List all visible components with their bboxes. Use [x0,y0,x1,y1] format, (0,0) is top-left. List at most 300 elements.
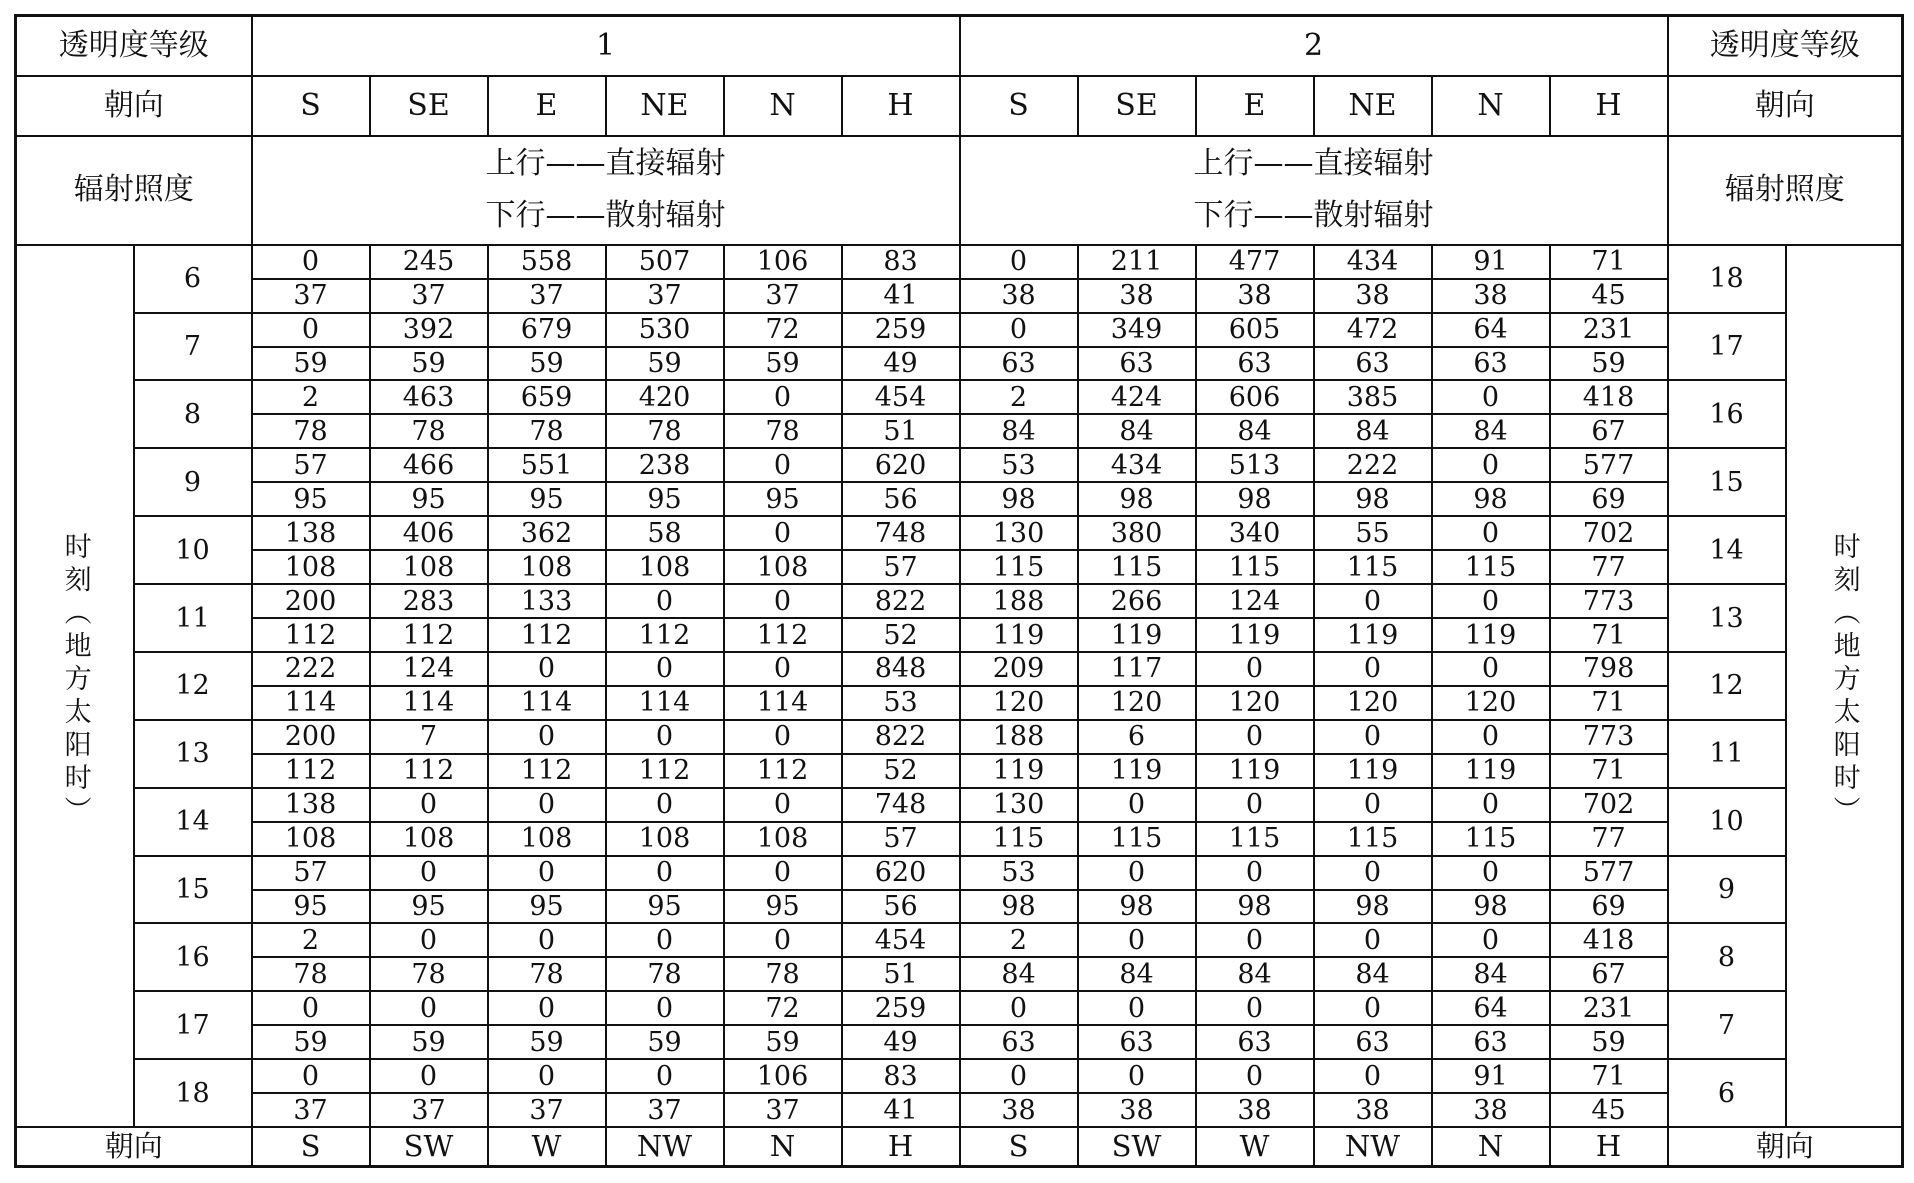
diffuse-value: 95 [252,482,370,516]
transparency-label-right: 透明度等级 [1668,16,1903,76]
diffuse-value: 63 [1432,347,1550,381]
diffuse-value: 119 [1078,754,1196,788]
direct-value: 434 [1078,448,1196,482]
diffuse-value: 63 [1078,1025,1196,1059]
diffuse-value: 98 [1078,890,1196,924]
direct-value: 2 [960,380,1078,414]
diffuse-value: 37 [370,279,488,313]
direct-value: 530 [606,313,724,347]
direct-value: 0 [1314,991,1432,1025]
direct-value: 0 [1432,856,1550,890]
direct-value: 0 [1196,720,1314,754]
note-direct: 上行——直接辐射 [485,145,726,181]
direct-value: 0 [724,584,842,618]
diffuse-value: 84 [1432,957,1550,991]
diffuse-value: 98 [1432,890,1550,924]
diffuse-value: 63 [960,1025,1078,1059]
diffuse-value: 45 [1550,279,1668,313]
dir-header: H [842,76,960,136]
direct-value: 133 [488,584,606,618]
dir-header: N [1432,76,1550,136]
diffuse-value: 38 [1078,1093,1196,1127]
diffuse-value: 115 [1078,550,1196,584]
direct-value: 0 [488,652,606,686]
direct-value: 124 [370,652,488,686]
direct-value: 130 [960,788,1078,822]
diffuse-value: 119 [1432,618,1550,652]
direct-value: 418 [1550,380,1668,414]
hour-row-diffuse [16,279,1903,313]
diffuse-value: 57 [842,550,960,584]
note-direct: 上行——直接辐射 [1193,145,1434,181]
direct-value: 551 [488,448,606,482]
diffuse-value: 63 [1314,1025,1432,1059]
hour-cell-right: 13 [1668,584,1786,652]
hour-row-diffuse [16,957,1903,991]
hour-cell-right: 17 [1668,313,1786,381]
direct-value: 0 [252,313,370,347]
hour-row-direct [16,448,1903,482]
footer-dir: N [1432,1127,1550,1166]
direct-value: 477 [1196,245,1314,279]
diffuse-value: 51 [842,414,960,448]
direct-value: 0 [606,991,724,1025]
diffuse-value: 84 [1078,414,1196,448]
direct-value: 0 [724,923,842,957]
diffuse-value: 52 [842,754,960,788]
direct-value: 0 [1078,923,1196,957]
direct-value: 238 [606,448,724,482]
direct-value: 0 [1078,991,1196,1025]
hour-row-diffuse [16,1025,1903,1059]
hour-row-diffuse [16,1093,1903,1127]
diffuse-value: 59 [488,1025,606,1059]
header-row-irradiance [16,136,1903,245]
direct-value: 577 [1550,856,1668,890]
direct-value: 231 [1550,313,1668,347]
direct-value: 55 [1314,516,1432,550]
irradiance-note-level-2 [960,136,1668,245]
direct-value: 340 [1196,516,1314,550]
footer-orientation-label-left: 朝向 [16,1127,252,1166]
direct-value: 0 [1314,856,1432,890]
direct-value: 507 [606,245,724,279]
diffuse-value: 67 [1550,957,1668,991]
hour-row-diffuse [16,347,1903,381]
direct-value: 0 [960,313,1078,347]
hour-row-direct [16,652,1903,686]
diffuse-value: 120 [1314,686,1432,720]
direct-value: 362 [488,516,606,550]
direct-value: 380 [1078,516,1196,550]
direct-value: 434 [1314,245,1432,279]
diffuse-value: 59 [606,347,724,381]
footer-dir: H [842,1127,960,1166]
diffuse-value: 41 [842,1093,960,1127]
direct-value: 2 [252,380,370,414]
direct-value: 64 [1432,991,1550,1025]
dir-header: E [1196,76,1314,136]
direct-value: 83 [842,245,960,279]
hour-cell: 15 [134,856,252,924]
diffuse-value: 71 [1550,686,1668,720]
diffuse-value: 120 [1078,686,1196,720]
direct-value: 822 [842,720,960,754]
footer-dir: H [1550,1127,1668,1166]
hour-cell: 11 [134,584,252,652]
direct-value: 0 [1432,720,1550,754]
diffuse-value: 78 [606,414,724,448]
diffuse-value: 37 [252,1093,370,1127]
dir-header: SE [1078,76,1196,136]
diffuse-value: 71 [1550,618,1668,652]
diffuse-value: 59 [252,1025,370,1059]
diffuse-value: 95 [370,482,488,516]
direct-value: 679 [488,313,606,347]
hour-row-direct [16,313,1903,347]
direct-value: 0 [370,923,488,957]
hour-cell: 9 [134,448,252,516]
diffuse-value: 115 [1432,822,1550,856]
hour-cell: 10 [134,516,252,584]
direct-value: 259 [842,991,960,1025]
diffuse-value: 119 [1432,754,1550,788]
hour-row-diffuse [16,414,1903,448]
diffuse-value: 59 [488,347,606,381]
diffuse-value: 108 [606,822,724,856]
direct-value: 0 [960,1059,1078,1093]
hour-cell-right: 9 [1668,856,1786,924]
time-axis-label-right [1786,245,1903,1127]
diffuse-value: 98 [1196,482,1314,516]
direct-value: 72 [724,313,842,347]
hour-cell-right: 7 [1668,991,1786,1059]
direct-value: 200 [252,720,370,754]
diffuse-value: 95 [724,890,842,924]
hour-cell: 12 [134,652,252,720]
footer-dir: N [724,1127,842,1166]
direct-value: 58 [606,516,724,550]
hour-row-direct [16,991,1903,1025]
direct-value: 0 [1314,652,1432,686]
direct-value: 798 [1550,652,1668,686]
orientation-label-left: 朝向 [16,76,252,136]
direct-value: 0 [1432,652,1550,686]
diffuse-value: 112 [370,754,488,788]
diffuse-value: 69 [1550,482,1668,516]
hour-cell-right: 12 [1668,652,1786,720]
diffuse-value: 78 [370,957,488,991]
hour-cell-right: 6 [1668,1059,1786,1127]
diffuse-value: 108 [606,550,724,584]
direct-value: 0 [1432,516,1550,550]
diffuse-value: 38 [1314,279,1432,313]
hour-row-diffuse [16,890,1903,924]
direct-value: 0 [488,788,606,822]
dir-header: H [1550,76,1668,136]
direct-value: 454 [842,380,960,414]
diffuse-value: 115 [960,822,1078,856]
hour-cell: 17 [134,991,252,1059]
direct-value: 0 [606,788,724,822]
footer-dir: W [488,1127,606,1166]
hour-row-diffuse [16,550,1903,584]
hour-cell: 13 [134,720,252,788]
diffuse-value: 38 [960,1093,1078,1127]
footer-row-orientation [16,1127,1903,1166]
diffuse-value: 95 [488,482,606,516]
direct-value: 513 [1196,448,1314,482]
direct-value: 0 [960,991,1078,1025]
direct-value: 124 [1196,584,1314,618]
diffuse-value: 77 [1550,822,1668,856]
diffuse-value: 98 [960,482,1078,516]
diffuse-value: 37 [370,1093,488,1127]
diffuse-value: 98 [960,890,1078,924]
direct-value: 463 [370,380,488,414]
direct-value: 0 [252,245,370,279]
diffuse-value: 59 [370,1025,488,1059]
hour-row-direct [16,720,1903,754]
direct-value: 6 [1078,720,1196,754]
diffuse-value: 57 [842,822,960,856]
direct-value: 0 [1432,584,1550,618]
diffuse-value: 53 [842,686,960,720]
header-row-transparency [16,16,1903,76]
direct-value: 0 [1196,856,1314,890]
direct-value: 2 [252,923,370,957]
diffuse-value: 114 [488,686,606,720]
direct-value: 57 [252,856,370,890]
direct-value: 0 [606,856,724,890]
diffuse-value: 95 [488,890,606,924]
diffuse-value: 112 [606,618,724,652]
direct-value: 188 [960,720,1078,754]
diffuse-value: 108 [488,822,606,856]
hour-row-direct [16,923,1903,957]
hour-cell-right: 14 [1668,516,1786,584]
time-axis-text: 时刻（地方太阳时） [1828,532,1860,829]
diffuse-value: 114 [370,686,488,720]
direct-value: 259 [842,313,960,347]
footer-dir: S [960,1127,1078,1166]
direct-value: 773 [1550,584,1668,618]
diffuse-value: 112 [724,754,842,788]
diffuse-value: 37 [724,279,842,313]
direct-value: 222 [1314,448,1432,482]
diffuse-value: 119 [1078,618,1196,652]
footer-dir: SW [370,1127,488,1166]
diffuse-value: 112 [488,754,606,788]
hour-cell-right: 15 [1668,448,1786,516]
direct-value: 466 [370,448,488,482]
diffuse-value: 119 [1314,618,1432,652]
diffuse-value: 115 [1196,822,1314,856]
transparency-label-left: 透明度等级 [16,16,252,76]
diffuse-value: 119 [1314,754,1432,788]
direct-value: 72 [724,991,842,1025]
diffuse-value: 112 [724,618,842,652]
diffuse-value: 78 [724,957,842,991]
direct-value: 0 [724,380,842,414]
direct-value: 0 [488,991,606,1025]
hour-cell: 16 [134,923,252,991]
diffuse-value: 63 [1196,347,1314,381]
diffuse-value: 77 [1550,550,1668,584]
hour-row-diffuse [16,482,1903,516]
diffuse-value: 78 [488,957,606,991]
hour-cell-right: 11 [1668,720,1786,788]
direct-value: 620 [842,448,960,482]
direct-value: 0 [724,516,842,550]
diffuse-value: 56 [842,890,960,924]
hour-cell-right: 10 [1668,788,1786,856]
direct-value: 0 [606,652,724,686]
diffuse-value: 115 [960,550,1078,584]
diffuse-value: 120 [960,686,1078,720]
diffuse-value: 69 [1550,890,1668,924]
direct-value: 392 [370,313,488,347]
diffuse-value: 108 [370,822,488,856]
diffuse-value: 37 [606,279,724,313]
direct-value: 0 [488,720,606,754]
diffuse-value: 84 [1314,957,1432,991]
diffuse-value: 63 [1314,347,1432,381]
direct-value: 0 [370,1059,488,1093]
direct-value: 406 [370,516,488,550]
diffuse-value: 98 [1314,890,1432,924]
diffuse-value: 114 [606,686,724,720]
direct-value: 0 [606,1059,724,1093]
diffuse-value: 120 [1196,686,1314,720]
diffuse-value: 63 [1078,347,1196,381]
time-axis-label-left [16,245,134,1127]
diffuse-value: 114 [252,686,370,720]
direct-value: 211 [1078,245,1196,279]
direct-value: 53 [960,856,1078,890]
diffuse-value: 84 [1196,957,1314,991]
diffuse-value: 59 [606,1025,724,1059]
direct-value: 0 [488,923,606,957]
direct-value: 424 [1078,380,1196,414]
direct-value: 0 [370,788,488,822]
diffuse-value: 98 [1196,890,1314,924]
hour-row-direct [16,516,1903,550]
direct-value: 0 [1078,1059,1196,1093]
diffuse-value: 51 [842,957,960,991]
direct-value: 0 [606,923,724,957]
diffuse-value: 37 [488,279,606,313]
direct-value: 848 [842,652,960,686]
direct-value: 0 [724,788,842,822]
diffuse-value: 98 [1314,482,1432,516]
hour-cell: 8 [134,380,252,448]
diffuse-value: 108 [370,550,488,584]
diffuse-value: 112 [606,754,724,788]
direct-value: 0 [1196,788,1314,822]
irradiance-label-left: 辐射照度 [16,136,252,245]
diffuse-value: 38 [1432,279,1550,313]
direct-value: 0 [724,448,842,482]
dir-header: SE [370,76,488,136]
direct-value: 53 [960,448,1078,482]
diffuse-value: 59 [724,1025,842,1059]
diffuse-value: 95 [606,890,724,924]
diffuse-value: 56 [842,482,960,516]
diffuse-value: 95 [370,890,488,924]
diffuse-value: 38 [960,279,1078,313]
diffuse-value: 120 [1432,686,1550,720]
footer-dir: NW [1314,1127,1432,1166]
diffuse-value: 38 [1314,1093,1432,1127]
direct-value: 0 [370,991,488,1025]
diffuse-value: 119 [960,618,1078,652]
diffuse-value: 112 [252,618,370,652]
direct-value: 0 [724,720,842,754]
direct-value: 209 [960,652,1078,686]
direct-value: 0 [1196,652,1314,686]
diffuse-value: 37 [252,279,370,313]
direct-value: 0 [1314,584,1432,618]
footer-dir: S [252,1127,370,1166]
hour-row-direct [16,788,1903,822]
diffuse-value: 98 [1432,482,1550,516]
diffuse-value: 52 [842,618,960,652]
direct-value: 0 [606,720,724,754]
diffuse-value: 38 [1432,1093,1550,1127]
hour-row-direct [16,1059,1903,1093]
direct-value: 0 [960,245,1078,279]
diffuse-value: 78 [370,414,488,448]
direct-value: 71 [1550,1059,1668,1093]
direct-value: 702 [1550,516,1668,550]
diffuse-value: 108 [252,550,370,584]
direct-value: 0 [724,856,842,890]
direct-value: 0 [606,584,724,618]
header-row-orientation [16,76,1903,136]
diffuse-value: 84 [1078,957,1196,991]
diffuse-value: 37 [606,1093,724,1127]
solar-irradiance-table [14,14,1904,1168]
hour-cell: 6 [134,245,252,313]
direct-value: 2 [960,923,1078,957]
direct-value: 83 [842,1059,960,1093]
direct-value: 0 [1314,720,1432,754]
diffuse-value: 63 [960,347,1078,381]
footer-orientation-label-right: 朝向 [1668,1127,1903,1166]
diffuse-value: 38 [1196,279,1314,313]
hour-cell-right: 16 [1668,380,1786,448]
direct-value: 64 [1432,313,1550,347]
direct-value: 420 [606,380,724,414]
diffuse-value: 112 [488,618,606,652]
orientation-label-right: 朝向 [1668,76,1903,136]
direct-value: 71 [1550,245,1668,279]
direct-value: 606 [1196,380,1314,414]
diffuse-value: 114 [724,686,842,720]
direct-value: 620 [842,856,960,890]
dir-header: NE [1314,76,1432,136]
diffuse-value: 78 [252,957,370,991]
dir-header: E [488,76,606,136]
diffuse-value: 59 [252,347,370,381]
hour-row-direct [16,245,1903,279]
direct-value: 222 [252,652,370,686]
note-diffuse: 下行——散射辐射 [1193,198,1434,234]
level-1-header: 1 [252,16,960,76]
direct-value: 0 [1196,923,1314,957]
hour-cell-right: 18 [1668,245,1786,313]
